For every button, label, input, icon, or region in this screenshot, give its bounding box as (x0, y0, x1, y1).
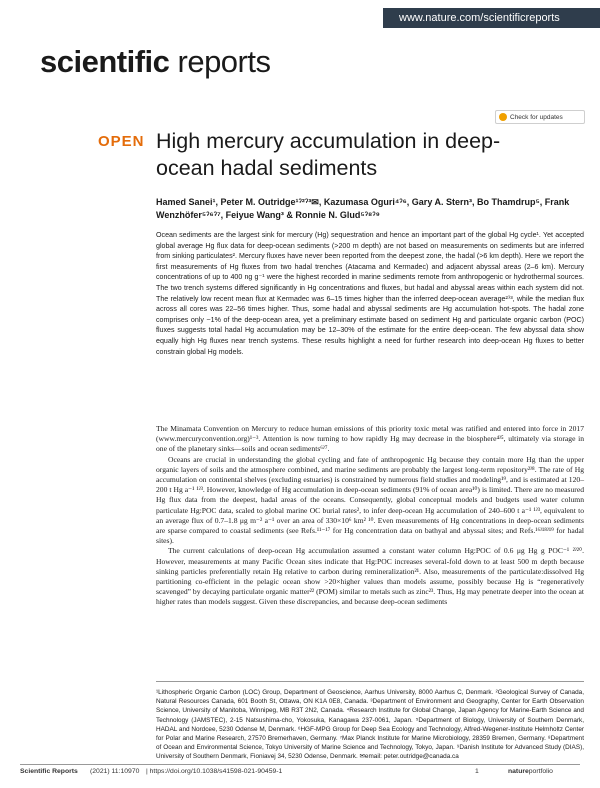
journal-logo-bold: scientific (40, 44, 170, 79)
updates-icon (499, 113, 507, 121)
publisher-logo-light: portfolio (528, 768, 553, 775)
article-title: High mercury accumulation in deep-ocean hadal sediments (156, 129, 501, 180)
footer-divider (20, 764, 580, 765)
body-paragraph-1: The Minamata Convention on Mercury to reduce human emissions of this priority toxic metal was ratified and entered into force in 2017 (www.mercuryconvention.org)¹⁻³. Attention is now turning to how rapidly Hg may decrease in the biosphere⁴ˀ⁵, ultimately via storage in one of the planetary sinks—soils and ocean sediments⁶ˀ⁷. (156, 424, 584, 454)
body-paragraph-2: Oceans are crucial in understanding the global cycling and fate of anthropogenic Hg because they contain more Hg than the upper organic layers of soils and the atmosphere combined, and marine sediments are probably the largest long-term repository²ˀ⁸. The rate of Hg accumulation on continental shelves (excluding estuaries) is constrained by numerous field studies and modeling¹⁹, and is estimated at 120–200 t Hg a⁻¹ ¹ˀ³. However, knowledge of Hg accumulation in deep-ocean sediments (91% of ocean area¹⁰) is limited. There are no measured Hg flux data from the deepest, hadal areas of the oceans. Consequently, global conceptual models and budgets used water column particulate Hg:POC data, scaled to global marine OC burial rates², to infer deep-ocean Hg accumulation of 240–600 t a⁻¹ ¹ˀ³, equivalent to an average flux of 0.7–1.8 μg m⁻² a⁻¹ over an area of 330×10⁶ km² ¹⁰. Even measurements of Hg concentrations in deep-ocean sediments are sparse compared to coastal sediments (see Refs.¹¹⁻¹⁷ for Hg concentration data on bathyal and abyssal sites; and Refs.¹⁶ˀ¹⁸ˀ¹⁹ for hadal sites). (156, 454, 584, 546)
footer-doi-link[interactable]: | https://doi.org/10.1038/s41598-021-90459-1 (146, 768, 283, 775)
affiliations: ¹Lithospheric Organic Carbon (LOC) Group, Department of Geoscience, Aarhus University, 8000 Aarhus C, Denmark. ²Geological Survey of Canada, Natural Resources Canada, 601 Booth St, Ottawa, ON K1A 0E8, Canada. ³Department of Environment and Geography, Center for Earth Observation Science, University of Manitoba, Winnipeg, MB R3T 2N2, Canada. ⁴Research Institute for Global Change, Japan Agency for Marine-Earth Science and Technology (JAMSTEC), 2-15 Natsushima-cho, Yokosuka, Kanagawa 237-0061, Japan. ⁵Department of Biology, University of Southern Denmark, HADAL and Nordcee, 5230 Odense M, Denmark. ⁶HGF-MPG Group for Deep Sea Ecology and Technology, Alfred-Wegener-Institute Helmholtz Center for Polar and Marine Research, 27570 Bremerhaven, Germany. ⁷Max Planck Institute for Marine Microbiology, 28359 Bremen, Germany. ⁸Department of Ocean and Environmental Science, Tokyo University of Marine Science and Technology, Tokyo, Japan. ⁹Danish Institute for Advanced Study (DIAS), University of Southern Denmark, Fioniavej 34, 5230 Odense, Denmark. ✉email: peter.outridge@canada.ca (156, 689, 584, 761)
author-list: Hamed Sanei¹, Peter M. Outridge¹ˀ²ˀ³✉, Kazumasa Oguri⁴ˀ⁶, Gary A. Stern³, Bo Thamdrup⁵, Frank Wenzhöfer⁵ˀ⁶ˀ⁷, Feiyue Wang³ & Ronnie N. Glud⁵ˀ⁸ˀ⁹ (156, 197, 570, 220)
abstract: Ocean sediments are the largest sink for mercury (Hg) sequestration and hence an important part of the global Hg cycle¹. Yet accepted global average Hg flux data for deep-ocean sediments (>200 m depth) are not based on measurements on sediments but are inferred from sinking particulates². Mercury fluxes have never been reported from the deepest zone, the hadal (>6 km depth). Here we report the first measurements of Hg fluxes from two hadal trenches (Atacama and Kermadec) and adjacent abyssal areas (2–6 km). Mercury concentrations of up to 400 ng g⁻¹ were the highest recorded in marine sediments remote from anthropogenic or hydrothermal sources. The two trench systems differed significantly in Hg concentrations and fluxes, but hadal and abyssal areas within each system did not. The relatively low recent mean flux at Kermadec was 6–15 times higher than the inferred deep-ocean average²ˀ³, while the median flux across all cores was 22–56 times higher. Thus, some hadal and abyssal sediments are Hg accumulation hot-spots. The hadal zone comprises only ~1% of the deep-ocean area, yet a preliminary estimate based on sediment Hg and particulate organic carbon (POC) fluxes suggests total hadal Hg accumulation may be 12–30% of the estimate for the entire deep-ocean. The few abyssal data show equally high Hg fluxes near trench systems. These results highlight a need for further research into deep-ocean Hg fluxes to better constrain global Hg models. (156, 231, 584, 356)
publisher-logo-bold: nature (508, 768, 529, 775)
footer-citation: (2021) 11:10970 (90, 768, 140, 775)
journal-logo (40, 44, 271, 80)
footer-journal (20, 768, 78, 775)
body-text (156, 424, 584, 608)
affiliations-divider (156, 681, 584, 682)
body-paragraph-3: The current calculations of deep-ocean Hg accumulation assumed a constant water column Hg:POC of 0.6 μg Hg g POC⁻¹ ²ˀ²⁰. However, measurements at many Pacific Ocean sites indicate that Hg:POC increases several-fold down to at least 500 m depth because sinking particles preferentially retain Hg relative to carbon during remineralization²¹. Also, measurements of the particulate:dissolved Hg partitioning co-efficient in the pelagic ocean show >20×higher values than models assume, possibly because Hg is “regeneratively scavenged” by decaying particulate organic matter²² (POM) similar to metals such as zinc²³. Thus, Hg may penetrate deeper into the ocean at higher rates than models suggest. Given these discrepancies, and because deep-ocean sediments (156, 546, 584, 607)
journal-url-badge[interactable]: www.nature.com/scientificreports (383, 8, 600, 28)
publisher-logo (508, 768, 553, 775)
page-number: 1 (475, 768, 479, 775)
journal-logo-light: reports (169, 44, 271, 79)
check-for-updates-label: Check for updates (510, 114, 563, 121)
check-for-updates-button[interactable] (495, 110, 585, 124)
footer-journal-name: Scientific Reports (20, 768, 78, 775)
open-access-label: OPEN (98, 133, 145, 150)
